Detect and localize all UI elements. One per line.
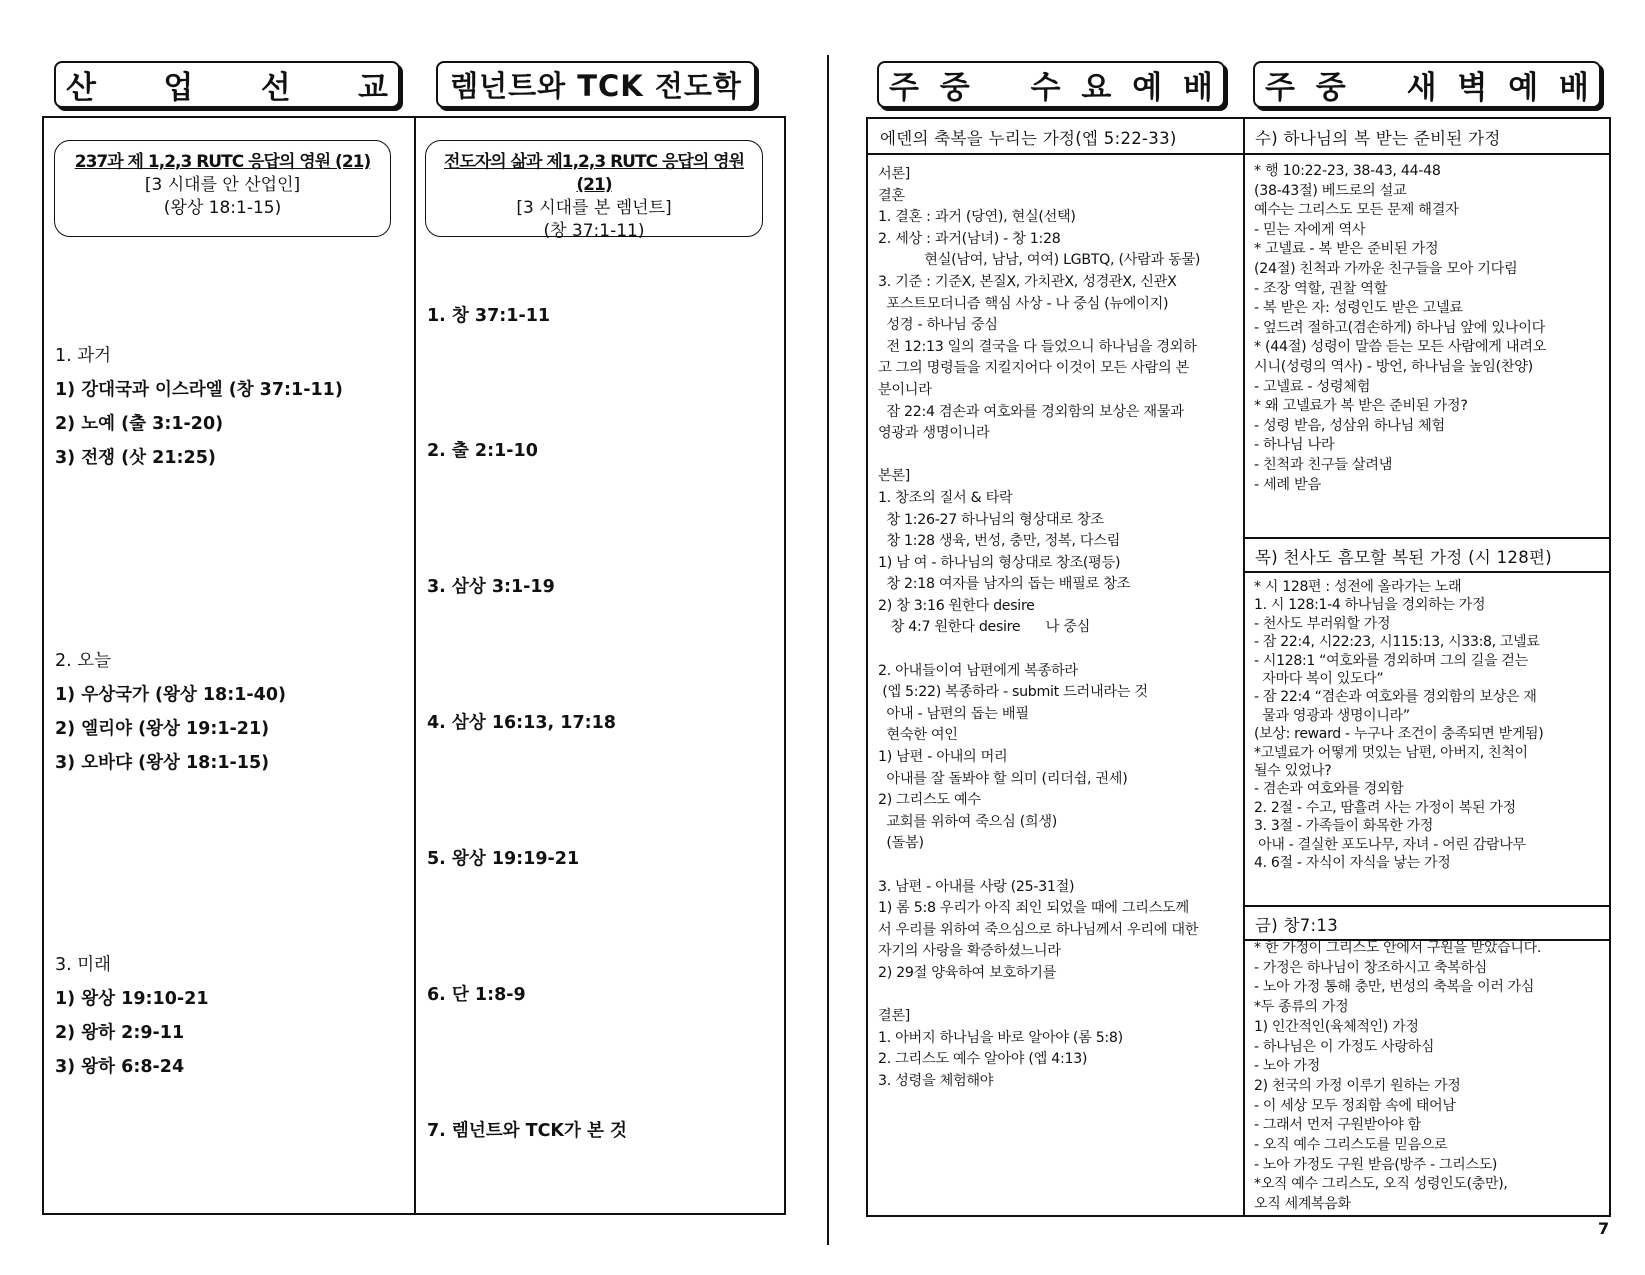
sermon-line: 1) 남 여 - 하나님의 형상대로 창조(평등) bbox=[878, 554, 1121, 571]
sermon-line: 전 12:13 일의 결국을 다 들었으니 하나님을 경외하 bbox=[878, 338, 1197, 355]
header-text: 렘넌트와 TCK 전도학 bbox=[450, 69, 742, 103]
sermon-line: 1. 창조의 질서 & 타락 bbox=[878, 489, 1013, 506]
wednesday-title: 수) 하나님의 복 받는 준비된 가정 bbox=[1255, 129, 1501, 148]
thursday-line: - 천사도 부러워할 가정 bbox=[1254, 615, 1391, 632]
sermon-line: 3. 성령을 체험해야 bbox=[878, 1072, 994, 1089]
wednesday-body bbox=[1254, 162, 1546, 495]
sermon-line: 2. 아내들이여 남편에게 복종하라 bbox=[878, 662, 1078, 679]
col2-list-item: 7. 렘넌트와 TCK가 본 것 bbox=[427, 1121, 627, 1141]
sermon-line: 자기의 사랑을 확증하셨느니라 bbox=[878, 943, 1061, 960]
sermon-line: 결혼 bbox=[878, 187, 905, 204]
sermon-line: 본론] bbox=[878, 468, 911, 485]
friday-line: - 하나님은 이 가정도 사랑하심 bbox=[1254, 1038, 1435, 1055]
wednesday-line: - 믿는 자에게 역사 bbox=[1254, 221, 1366, 238]
col1-list-item: 3) 왕하 6:8-24 bbox=[55, 1057, 185, 1077]
wednesday-line: - 조장 역할, 권찰 역할 bbox=[1254, 280, 1388, 297]
col2-list-item: 1. 창 37:1-11 bbox=[427, 306, 551, 326]
thursday-line: - 잠 22:4 “겸손과 여호와를 경외함의 보상은 재 bbox=[1254, 689, 1537, 706]
sermon-line: 1. 아버지 하나님을 바로 알아야 (롬 5:8) bbox=[878, 1029, 1123, 1046]
col2-subtitle: [3 시대를 본 렘넌트] bbox=[516, 198, 672, 218]
wednesday-line: - 세례 받음 bbox=[1254, 476, 1321, 493]
left-column-divider bbox=[414, 117, 416, 1214]
header-char: 요 bbox=[1081, 70, 1112, 106]
col1-list-item: 1) 우상국가 (왕상 18:1-40) bbox=[55, 685, 287, 705]
wednesday-line: - 성령 받음, 성삼위 하나님 체험 bbox=[1254, 417, 1445, 434]
header-char: 벽 bbox=[1457, 70, 1488, 106]
wednesday-line: - 하나님 나라 bbox=[1254, 437, 1335, 454]
sermon-line: 서론] bbox=[878, 166, 911, 182]
header-remnant-evangelism bbox=[436, 61, 756, 108]
sermon-line: 결론] bbox=[878, 1008, 911, 1025]
col2-list-item: 6. 단 1:8-9 bbox=[427, 985, 526, 1005]
friday-top-line bbox=[1243, 905, 1610, 907]
col1-title-box bbox=[54, 140, 391, 237]
thursday-line: 아내 - 결실한 포도나무, 자녀 - 어린 감람나무 bbox=[1254, 836, 1526, 853]
wednesday-line: - 고넬료 - 성령체험 bbox=[1254, 378, 1371, 395]
header-char: 새 bbox=[1406, 70, 1437, 106]
sermon-line: 2) 창 3:16 원한다 desire bbox=[878, 597, 1035, 614]
thursday-line: - 잠 22:4, 시22:23, 시115:13, 시33:8, 고넬료 bbox=[1254, 634, 1540, 651]
thursday-line: 될수 있었나? bbox=[1254, 763, 1332, 780]
wednesday-line: - 친척과 친구들 살려냄 bbox=[1254, 456, 1393, 473]
wednesday-line: * 왜 고넬료가 복 받은 준비된 가정? bbox=[1254, 398, 1468, 415]
thursday-line: 3. 3절 - 가족들이 화목한 가정 bbox=[1254, 818, 1434, 835]
thursday-top-line bbox=[1243, 537, 1610, 539]
header-char: 선 bbox=[260, 70, 291, 106]
col2-title-box bbox=[425, 140, 763, 241]
sermon-line: 포스트모더니즘 핵심 사상 - 나 중심 (뉴에이지) bbox=[878, 295, 1169, 312]
col2-list-item: 3. 삼상 3:1-19 bbox=[427, 577, 555, 597]
col2-list-item: 4. 삼상 16:13, 17:18 bbox=[427, 713, 616, 733]
sermon-line: 창 1:28 생육, 번성, 충만, 정복, 다스림 bbox=[878, 533, 1121, 550]
thursday-line: - 겸손과 여호와를 경외함 bbox=[1254, 781, 1404, 798]
friday-line: - 노아 가정도 구원 받음(방주 - 그리스도) bbox=[1254, 1156, 1498, 1173]
page-gutter-line bbox=[827, 55, 829, 1245]
sermon-line bbox=[878, 855, 1200, 877]
thursday-body bbox=[1254, 578, 1543, 873]
col1-list-item: 3) 전쟁 (삿 21:25) bbox=[55, 448, 216, 468]
sermon-line: 현숙한 여인 bbox=[878, 727, 958, 744]
page-number: 7 bbox=[1598, 1219, 1610, 1238]
sermon-line: 서 우리를 위하여 죽으심으로 하나님께서 우리에 대한 bbox=[878, 921, 1199, 938]
thursday-line: 자마다 복이 있도다” bbox=[1254, 671, 1384, 688]
col2-list-item: 5. 왕상 19:19-21 bbox=[427, 849, 580, 869]
friday-line: 2) 천국의 가정 이루기 원하는 가정 bbox=[1254, 1077, 1461, 1094]
col1-section-heading: 3. 미래 bbox=[55, 955, 112, 975]
title-underline-right bbox=[1243, 153, 1610, 155]
header-char: 중 bbox=[939, 70, 970, 106]
wednesday-line: - 복 받은 자: 성령인도 받은 고넬료 bbox=[1254, 300, 1463, 317]
col1-section-heading: 1. 과거 bbox=[55, 346, 112, 366]
friday-line: - 노아 가정 통해 충만, 번성의 축복을 이러 가심 bbox=[1254, 979, 1535, 996]
thursday-line: (보상: reward - 누구나 조건이 충족되면 받게됨) bbox=[1254, 726, 1544, 743]
col1-list-item: 3) 오바댜 (왕상 18:1-15) bbox=[55, 753, 270, 773]
sermon-line bbox=[878, 445, 1200, 467]
header-char: 주 bbox=[1265, 70, 1295, 106]
friday-line: - 노아 가정 bbox=[1254, 1058, 1320, 1075]
col1-section-heading: 2. 오늘 bbox=[55, 651, 112, 671]
header-char: 배 bbox=[1182, 70, 1213, 106]
wednesday-line: * (44절) 성령이 말씀 듣는 모든 사람에게 내려오 bbox=[1254, 339, 1547, 356]
title-underline-left bbox=[867, 153, 1243, 155]
wednesday-line: * 행 10:22-23, 38-43, 44-48 bbox=[1254, 163, 1441, 179]
thursday-line: 2. 2절 - 수고, 땀흘려 사는 가정이 복된 가정 bbox=[1254, 799, 1516, 816]
sermon-line: 창 1:26-27 하나님의 형상대로 창조 bbox=[878, 511, 1104, 528]
wednesday-line: 예수는 그리스도 모든 문제 해결자 bbox=[1254, 202, 1459, 219]
friday-line: - 가정은 하나님이 창조하시고 축복하심 bbox=[1254, 959, 1487, 976]
sermon-title: 에덴의 축복을 누리는 가정(엡 5:22-33) bbox=[880, 129, 1177, 148]
header-wednesday-worship bbox=[877, 61, 1225, 108]
friday-line: 1) 인간적인(육체적인) 가정 bbox=[1254, 1018, 1419, 1035]
col1-list-item: 1) 왕상 19:10-21 bbox=[55, 989, 209, 1009]
sermon-line: 고 그의 명령들을 지킬지어다 이것이 모든 사람의 본 bbox=[878, 360, 1189, 377]
col1-list-item: 2) 왕하 2:9-11 bbox=[55, 1023, 185, 1043]
sermon-line: 1) 롬 5:8 우리가 아직 죄인 되었을 때에 그리스도께 bbox=[878, 900, 1189, 917]
header-dawn-worship bbox=[1253, 61, 1601, 108]
header-char: 산 bbox=[66, 70, 96, 106]
sermon-line: 3. 기준 : 기준X, 본질X, 가치관X, 성경관X, 신관X bbox=[878, 273, 1177, 290]
friday-line: 오직 세계복음화 bbox=[1254, 1196, 1351, 1213]
thursday-line: 4. 6절 - 자식이 자식을 낳는 가정 bbox=[1254, 855, 1451, 872]
friday-title: 금) 창7:13 bbox=[1255, 916, 1339, 935]
sermon-body bbox=[878, 164, 1200, 1093]
sermon-line: 2) 그리스도 예수 bbox=[878, 792, 981, 809]
sermon-line: 성경 - 하나님 중심 bbox=[878, 317, 998, 334]
col1-list-item: 2) 엘리야 (왕상 19:1-21) bbox=[55, 719, 270, 739]
sermon-line: 창 2:18 여자를 남자의 돕는 배필로 창조 bbox=[878, 576, 1131, 593]
thursday-title-underline bbox=[1243, 571, 1610, 573]
wednesday-line: - 엎드려 절하고(겸손하게) 하나님 앞에 있나이다 bbox=[1254, 319, 1546, 336]
friday-line: *오직 예수 그리스도, 오직 성령인도(충만), bbox=[1254, 1176, 1508, 1193]
header-char: 예 bbox=[1508, 70, 1539, 106]
header-char: 배 bbox=[1558, 70, 1589, 106]
thursday-line: 물과 영광과 생명이니라” bbox=[1254, 707, 1410, 724]
header-char: 예 bbox=[1132, 70, 1163, 106]
sermon-line bbox=[878, 639, 1200, 661]
col1-list-item: 2) 노예 (출 3:1-20) bbox=[55, 414, 224, 434]
col1-subtitle: [3 시대를 안 산업인] bbox=[144, 175, 301, 195]
friday-body bbox=[1254, 939, 1541, 1215]
sermon-line: 잠 22:4 겸손과 여호와를 경외함의 보상은 재물과 bbox=[878, 403, 1184, 420]
thursday-line: * 시 128편 : 성전에 올라가는 노래 bbox=[1254, 579, 1462, 595]
thursday-title: 목) 천사도 흠모할 복된 가정 (시 128편) bbox=[1255, 548, 1552, 567]
header-char: 수 bbox=[1030, 70, 1061, 106]
wednesday-line: (24절) 친척과 가까운 친구들을 모아 기다림 bbox=[1254, 260, 1518, 277]
friday-line: *두 종류의 가정 bbox=[1254, 999, 1349, 1016]
thursday-line: - 시128:1 “여호와를 경외하며 그의 길을 걷는 bbox=[1254, 652, 1528, 669]
sermon-line: (돌봄) bbox=[878, 835, 924, 852]
sermon-line: 1. 결혼 : 과거 (당연), 현실(선택) bbox=[878, 209, 1076, 226]
col1-title: 237과 제 1,2,3 RUTC 응답의 영원 (21) bbox=[74, 152, 371, 172]
sermon-line: 분이니라 bbox=[878, 381, 932, 398]
col2-reference: (창 37:1-11) bbox=[543, 221, 645, 241]
sermon-line: 2. 세상 : 과거(남녀) - 창 1:28 bbox=[878, 230, 1061, 247]
header-char: 업 bbox=[163, 70, 194, 106]
friday-line: - 이 세상 모두 정죄함 속에 태어남 bbox=[1254, 1097, 1456, 1114]
sermon-line: 2) 29절 양육하여 보호하기를 bbox=[878, 964, 1057, 981]
right-column-divider bbox=[1243, 118, 1245, 1216]
header-char: 주 bbox=[889, 70, 919, 106]
col1-reference: (왕상 18:1-15) bbox=[163, 198, 282, 218]
col2-title: 전도자의 삶과 제1,2,3 RUTC 응답의 영원 (21) bbox=[443, 152, 745, 195]
col1-list-item: 1) 강대국과 이스라엘 (창 37:1-11) bbox=[55, 380, 343, 400]
sermon-line: 현실(남여, 남남, 여여) LGBTQ, (사람과 동물) bbox=[878, 252, 1201, 269]
sermon-line: 교회를 위하여 죽으심 (희생) bbox=[878, 813, 1057, 830]
sermon-line: 아내를 잘 돌봐야 할 의미 (리더쉽, 권세) bbox=[878, 770, 1128, 787]
thursday-line: *고넬료가 어떻게 멋있는 남편, 아버지, 친척이 bbox=[1254, 744, 1528, 761]
thursday-line: 1. 시 128:1-4 하나님을 경외하는 가정 bbox=[1254, 597, 1486, 614]
sermon-line: 1) 남편 - 아내의 머리 bbox=[878, 749, 1008, 766]
sermon-line: (엡 5:22) 복종하라 - submit 드러내라는 것 bbox=[878, 684, 1148, 701]
wednesday-line: (38-43절) 베드로의 설교 bbox=[1254, 182, 1407, 199]
wednesday-line: * 고넬료 - 복 받은 준비된 가정 bbox=[1254, 241, 1439, 258]
sermon-line: 영광과 생명이니라 bbox=[878, 425, 990, 442]
sermon-line: 2. 그리스도 예수 알아야 (엡 4:13) bbox=[878, 1051, 1088, 1068]
sermon-line: 3. 남편 - 아내를 사랑 (25-31절) bbox=[878, 878, 1075, 895]
wednesday-line: 시니(성령의 역사) - 방언, 하나님을 높임(찬양) bbox=[1254, 358, 1533, 375]
friday-line: * 한 가정이 그리스도 안에서 구원을 받았습니다. bbox=[1254, 940, 1542, 956]
sermon-line bbox=[878, 985, 1200, 1007]
sermon-line: 창 4:7 원한다 desire 나 중심 bbox=[878, 619, 1091, 636]
header-industrial-mission bbox=[54, 61, 400, 108]
header-char: 교 bbox=[358, 70, 388, 106]
friday-line: - 오직 예수 그리스도를 믿음으로 bbox=[1254, 1137, 1448, 1154]
sermon-line: 아내 - 남편의 돕는 배필 bbox=[878, 705, 1029, 722]
col2-list-item: 2. 출 2:1-10 bbox=[427, 441, 538, 461]
header-char: 중 bbox=[1315, 70, 1346, 106]
friday-line: - 그래서 먼저 구원받아야 함 bbox=[1254, 1117, 1421, 1134]
